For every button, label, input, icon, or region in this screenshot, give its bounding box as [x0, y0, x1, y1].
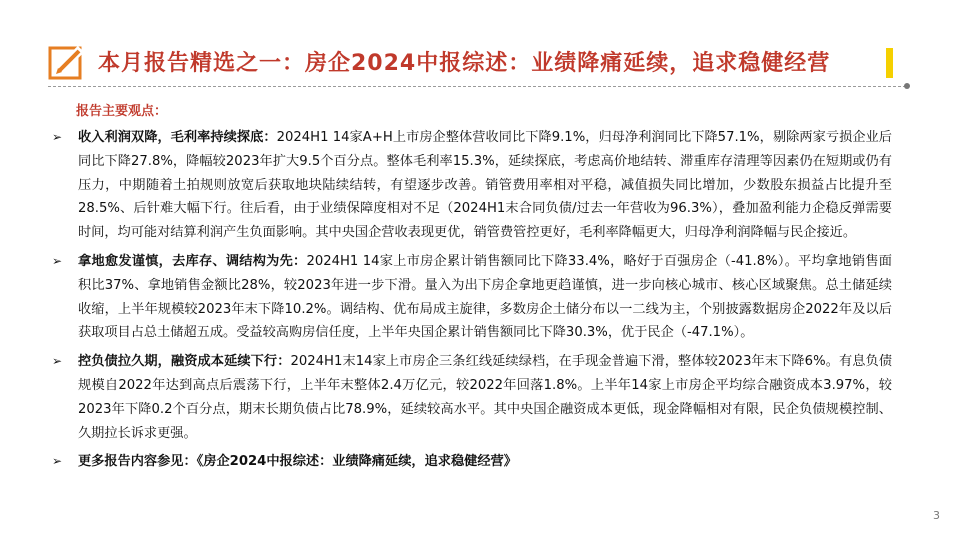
title-accent-bar — [886, 48, 893, 78]
report-reference: 更多报告内容参见：《房企2024中报综述：业绩降痛延续，追求稳健经营》 — [78, 454, 517, 470]
page-number: 3 — [933, 509, 940, 522]
arrow-right-icon: ➢ — [52, 253, 63, 268]
bullet-heading: 收入利润双降，毛利率持续探底： — [78, 130, 277, 145]
bullet-item — [52, 350, 892, 445]
bullet-list — [52, 126, 892, 479]
page-title: 本月报告精选之一：房企2024中报综述：业绩降痛延续，追求稳健经营 — [98, 51, 831, 76]
arrow-right-icon: ➢ — [52, 454, 63, 469]
bullet-text: 2024H1 14家上市房企累计销售额同比下降33.4%，略好于百强房企（-41.8%）。平均拿地销售面积比37%、拿地销售金额比28%，较2023年进一步下滑。量入为出下房企拿地更趋谨慎，进一步向核心城市、核心区域聚焦。总土储延续收缩，上半年规模较2023年末下降10.2%。调结构、优布局成主旋律，多数房企土储分布以一二线为主，个别披露数据房企2022年及以后获取项目占总土储超五成。受益较高购房信任度，上半年央国企累计销售额同比下降30.3%，优于民企（-47.1%）。 — [78, 253, 892, 341]
bullet-heading: 控负债拉久期，融资成本延续下行： — [78, 354, 291, 370]
title-divider — [48, 86, 906, 87]
bullet-item — [52, 126, 892, 245]
bullet-item — [52, 250, 892, 345]
bullet-text: 2024H1末14家上市房企三条红线延续绿档，在手现金普遍下滑，整体较2023年末下降6%。有息负债规模自2022年达到高点后震荡下行，上半年末整体2.4万亿元，较2022年回落1.8%。上半年14家上市房企平均综合融资成本3.97%，较2023年下降0.2个百分点，期末长期负债占比78.9%，延续较高水平。其中央国企融资成本更低，现金降幅相对有限，民企负债规模控制、久期拉长诉求更强。 — [78, 354, 893, 441]
bullet-item — [52, 450, 892, 474]
divider-end-dot — [904, 83, 910, 89]
bullet-heading: 拿地愈发谨慎，去库存、调结构为先： — [78, 253, 307, 269]
arrow-right-icon: ➢ — [52, 354, 63, 369]
arrow-right-icon: ➢ — [52, 130, 63, 144]
edit-note-icon — [48, 44, 86, 82]
section-subheading: 报告主要观点： — [76, 104, 168, 119]
bullet-text: 2024H1 14家A+H上市房企整体营收同比下降9.1%，归母净利润同比下降57.1%，剔除两家亏损企业后同比下降27.8%，降幅较2023年扩大9.5个百分点。整体毛利率15.3%，延续探底，考虑高价地结转、滞重库存清理等因素仍在短期或仍有压力，中期随着土拍规则放宽后获取地块陆续结转，有望逐步改善。销管费用率相对平稳，减值损失同比增加，少数股东损益占比提升至28.5%、后针难大幅下行。往后看，由于业绩保障度相对不足（2024H1末合同负债/过去一年营收为96.3%），叠加盈利能力企稳反弹需要时间，均可能对结算利润产生负面影响。其中央国企营收表现更优，销管费管控更好，毛利率降幅更大，归母净利润降幅与民企接近。 — [78, 130, 892, 241]
